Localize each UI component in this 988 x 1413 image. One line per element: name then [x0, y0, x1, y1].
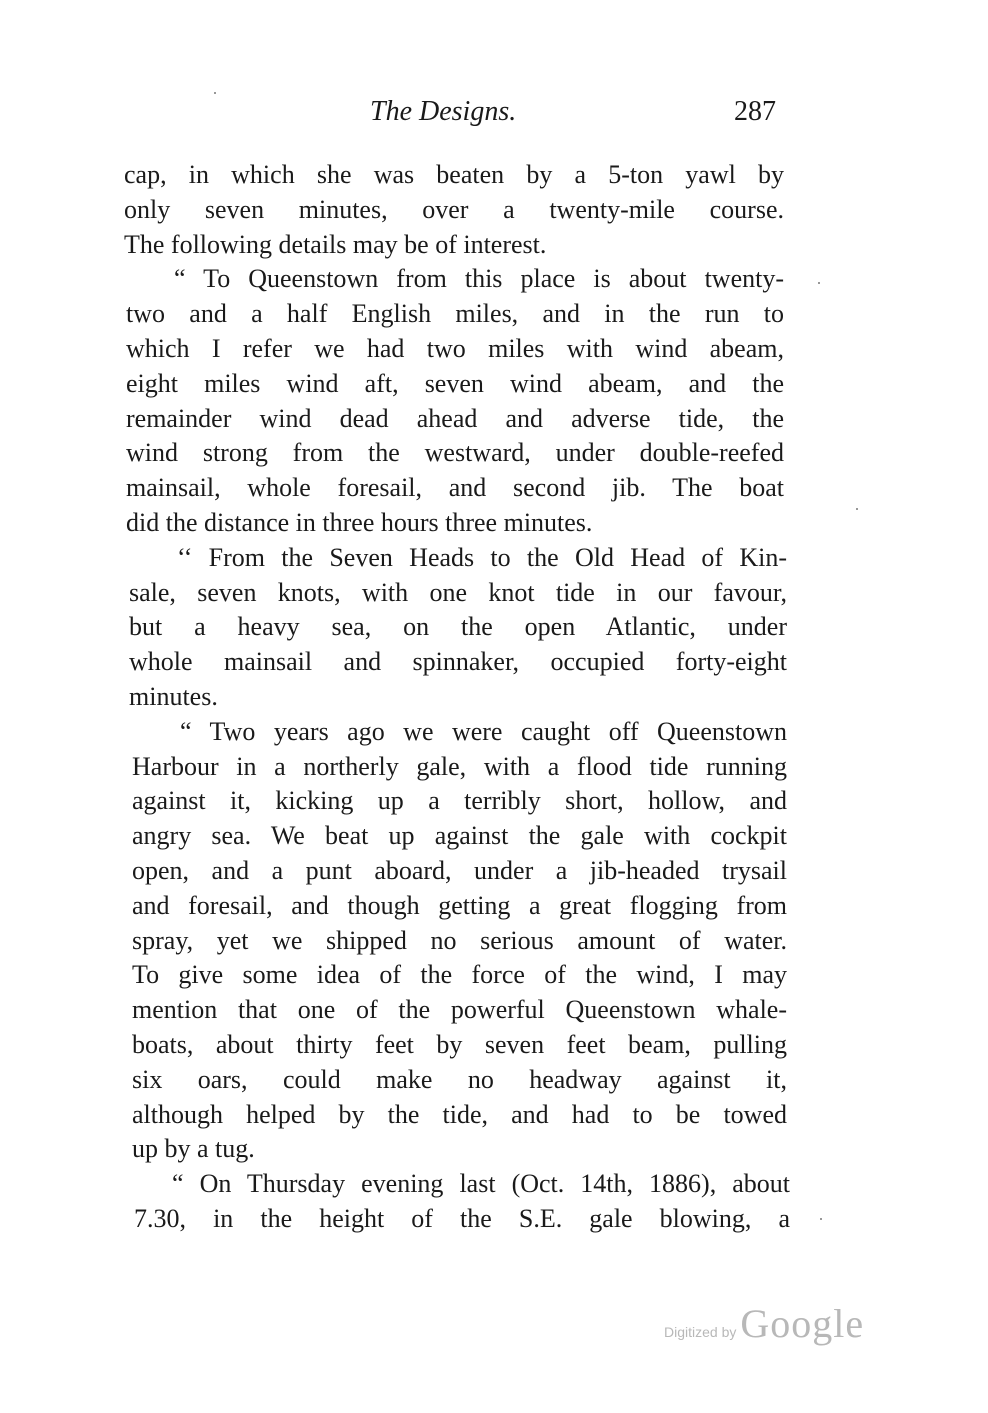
text-line: mention that one of the powerful Queenstown whale- [132, 995, 787, 1025]
text-line: two and a half English miles, and in the run to [126, 299, 784, 329]
text-line: although helped by the tide, and had to be towed [132, 1099, 787, 1129]
text-line: To give some idea of the force of the wind, I may [132, 960, 787, 990]
text-line: boats, about thirty feet by seven feet beam, pulling [132, 1029, 787, 1059]
text-line: and foresail, and though getting a great flogging from [132, 890, 787, 920]
text-line: mainsail, whole foresail, and second jib. The boat [126, 473, 784, 503]
page-number: 287 [734, 96, 776, 127]
paragraph-1 [124, 158, 784, 262]
text-line: The following details may be of interest. [124, 229, 547, 259]
paragraph-5 [134, 1167, 790, 1237]
text-line: minutes. [129, 681, 218, 711]
scan-speck [856, 508, 858, 510]
text-line: whole mainsail and spinnaker, occupied forty-eight [129, 647, 787, 677]
text-line: spray, yet we shipped no serious amount of water. [132, 925, 787, 955]
text-line: “ Two years ago we were caught off Queenstown [180, 716, 787, 746]
paragraph-4 [132, 715, 787, 1167]
digitized-by-google-watermark [664, 1300, 874, 1350]
google-logo: Google [740, 1301, 865, 1346]
text-line: Harbour in a northerly gale, with a flood tide running [132, 751, 787, 781]
text-line: angry sea. We beat up against the gale with cockpit [132, 821, 787, 851]
text-line: which I refer we had two miles with wind abeam, [126, 333, 784, 363]
text-line: cap, in which she was beaten by a 5-ton yawl by [124, 160, 784, 189]
text-line: wind strong from the westward, under double-reefed [126, 438, 784, 468]
text-line: against it, kicking up a terribly short, hollow, and [132, 786, 787, 816]
text-line: but a heavy sea, on the open Atlantic, under [129, 612, 787, 642]
scan-speck [818, 282, 820, 284]
text-line: eight miles wind aft, seven wind abeam, and the [126, 368, 784, 398]
running-title: The Designs. [370, 96, 517, 127]
scan-speck [820, 1218, 822, 1220]
text-line: “ On Thursday evening last (Oct. 14th, 1886), about [172, 1169, 790, 1199]
text-line: sale, seven knots, with one knot tide in our favour, [129, 577, 787, 607]
body-text [124, 158, 790, 1237]
text-line: only seven minutes, over a twenty-mile course. [124, 194, 784, 224]
watermark-prefix: Digitized by [664, 1324, 737, 1340]
text-line: remainder wind dead ahead and adverse tide, the [126, 403, 784, 433]
text-line: up by a tug. [132, 1134, 255, 1164]
text-line: ‘‘ From the Seven Heads to the Old Head of Kin- [177, 542, 787, 572]
scan-speck [214, 92, 216, 94]
text-line: “ To Queenstown from this place is about twenty- [174, 264, 784, 294]
text-line: did the distance in three hours three minutes. [126, 507, 593, 537]
text-line: open, and a punt aboard, under a jib-headed trysail [132, 855, 787, 885]
running-head [124, 96, 784, 136]
text-line: 7.30, in the height of the S.E. gale blowing, a [134, 1203, 790, 1233]
paragraph-3 [129, 541, 787, 715]
paragraph-2 [126, 262, 784, 540]
text-line: six oars, could make no headway against it, [132, 1064, 787, 1094]
